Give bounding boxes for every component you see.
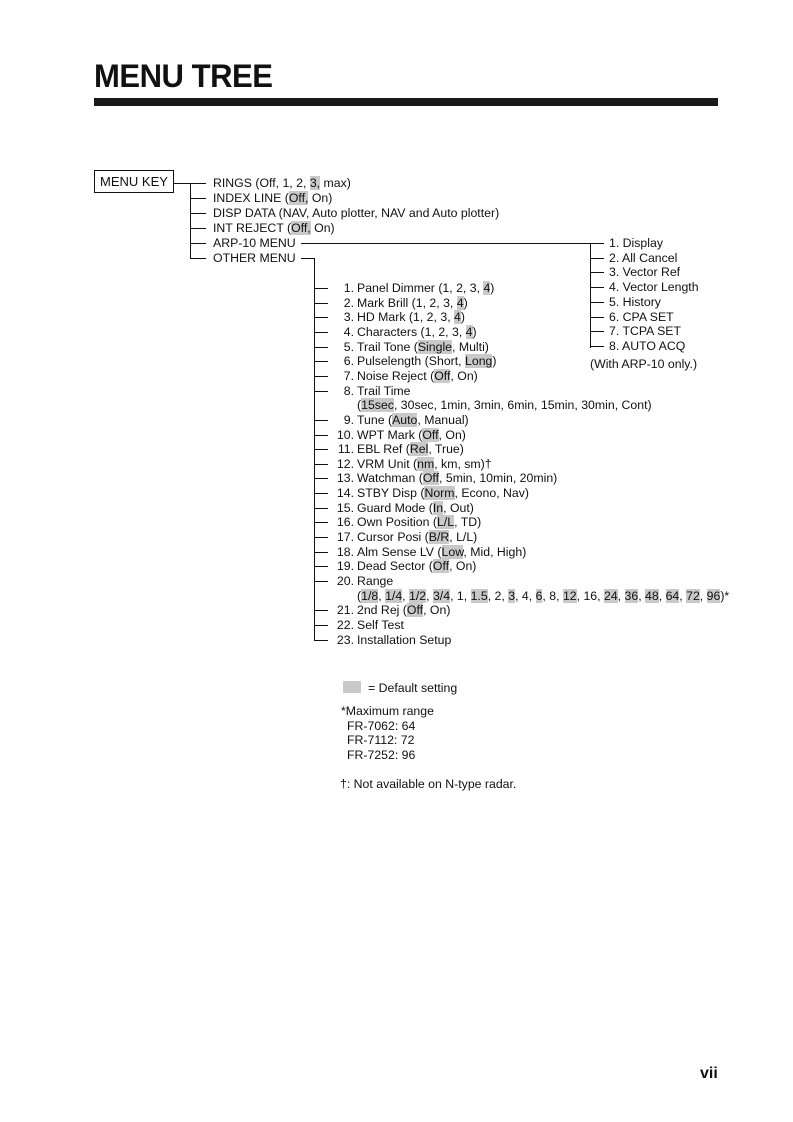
branch-tick <box>314 361 328 362</box>
default-value: Off <box>434 368 451 383</box>
other-connector <box>301 258 314 259</box>
option-text: ( <box>357 398 362 413</box>
menu-key-connector <box>174 183 190 184</box>
default-value: Low <box>441 544 464 559</box>
default-value: Norm <box>424 486 455 501</box>
arp-connector <box>301 243 590 244</box>
other-menu-item <box>357 515 481 529</box>
default-value: Off <box>422 471 440 486</box>
option-text: ) <box>472 324 477 339</box>
branch-tick <box>590 331 604 332</box>
option-text: , Multi) <box>452 339 489 354</box>
option-text: On) <box>308 191 333 205</box>
default-value: B/R <box>428 530 450 545</box>
option-text: , On) <box>438 427 466 442</box>
option-text: WPT Mark ( <box>357 427 423 442</box>
default-value: 4 <box>454 310 461 325</box>
branch-tick <box>190 228 206 229</box>
top-menu-item <box>213 206 499 220</box>
arp-note: (With ARP-10 only.) <box>590 357 698 371</box>
branch-tick <box>190 198 206 199</box>
max-range-2: FR-7112: 72 <box>347 733 415 747</box>
option-text: Trail Time <box>357 383 411 398</box>
other-menu-item <box>357 384 411 398</box>
item-number: 2. <box>343 295 354 310</box>
option-text: , <box>426 588 433 603</box>
option-text: , <box>617 588 625 603</box>
other-menu-item-options <box>357 398 652 412</box>
option-text: HD Mark (1, 2, 3, <box>357 310 455 325</box>
option-text: INT REJECT ( <box>213 221 292 235</box>
default-value: 1/8 <box>361 588 379 603</box>
option-text: Mark Brill (1, 2, 3, <box>357 295 457 310</box>
option-text: ) <box>463 295 468 310</box>
branch-tick <box>190 243 206 244</box>
default-value: 1/2 <box>409 588 427 603</box>
option-text: ) <box>492 354 497 369</box>
default-value: 3 <box>508 588 516 603</box>
option-text: Tune ( <box>357 412 393 427</box>
default-value: 64 <box>665 588 680 603</box>
default-value: 1/4 <box>385 588 403 603</box>
branch-tick <box>314 522 328 523</box>
item-number: 19. <box>336 559 354 574</box>
option-text: , Out) <box>443 500 474 515</box>
option-text: , <box>699 588 707 603</box>
branch-tick <box>314 581 328 582</box>
option-text: Dead Sector ( <box>357 559 433 574</box>
other-menu-item <box>357 603 450 617</box>
option-text: , <box>658 588 666 603</box>
default-value: Long <box>465 354 493 369</box>
default-value: 96 <box>706 588 721 603</box>
branch-tick <box>314 303 328 304</box>
option-text: , 8, <box>542 588 563 603</box>
arp-menu-item: 6. CPA SET <box>609 309 674 324</box>
option-text: , On) <box>449 559 477 574</box>
branch-tick <box>590 258 604 259</box>
option-text: Characters (1, 2, 3, <box>357 324 466 339</box>
branch-tick <box>590 272 604 273</box>
branch-tick <box>314 347 328 348</box>
option-text: Noise Reject ( <box>357 368 435 383</box>
other-menu-item <box>357 471 557 485</box>
item-number: 12. <box>336 456 354 471</box>
default-value: Off <box>406 603 424 618</box>
branch-tick <box>314 391 328 392</box>
option-text: EBL Ref ( <box>357 442 410 457</box>
other-menu-item <box>357 369 478 383</box>
branch-tick <box>314 625 328 626</box>
item-number: 4. <box>343 324 354 339</box>
item-number: 7. <box>343 368 354 383</box>
option-text: Installation Setup <box>357 632 452 647</box>
item-number: 15. <box>336 500 354 515</box>
other-menu-item <box>357 545 526 559</box>
option-text: ( <box>357 588 362 603</box>
option-text: , True) <box>428 442 464 457</box>
item-number: 23. <box>336 632 354 647</box>
default-value: 1.5 <box>470 588 488 603</box>
branch-tick <box>590 346 604 347</box>
option-text: Pulselength (Short, <box>357 354 466 369</box>
other-menu-item <box>357 354 496 368</box>
default-value: nm <box>417 456 435 471</box>
default-value: 4 <box>456 295 464 310</box>
item-number: 3. <box>343 310 354 325</box>
default-value: 72 <box>686 588 700 603</box>
option-text: Self Test <box>357 617 404 632</box>
option-text: VRM Unit ( <box>357 456 418 471</box>
item-number: 17. <box>336 530 354 545</box>
arp-menu-item: 4. Vector Length <box>609 280 699 295</box>
item-number: 20. <box>336 574 354 588</box>
other-menu-item <box>357 618 404 632</box>
item-number: 1. <box>343 281 354 295</box>
default-value: 3/4 <box>432 588 451 603</box>
item-number: 9. <box>343 412 354 427</box>
top-menu-item <box>213 191 332 205</box>
option-text: , Mid, High) <box>463 544 527 559</box>
default-value: Off <box>422 427 439 442</box>
other-menu-item <box>357 413 469 427</box>
other-menu-item <box>357 530 477 544</box>
page-title: MENU TREE <box>94 58 273 94</box>
default-value: 6 <box>535 588 543 603</box>
branch-tick <box>590 243 604 244</box>
default-setting-label: = Default setting <box>368 681 458 695</box>
default-value: Rel <box>409 442 429 457</box>
option-text: max) <box>320 176 351 190</box>
item-number: 6. <box>343 354 354 369</box>
option-text: OTHER MENU <box>213 251 296 265</box>
option-text: , Manual) <box>417 412 469 427</box>
option-text: , On) <box>450 368 478 383</box>
arp-menu-item: 1. Display <box>609 236 663 250</box>
option-text: RINGS (Off, 1, 2, <box>213 176 310 190</box>
option-text: DISP DATA (NAV, Auto plotter, NAV and Auto plotter) <box>213 206 500 220</box>
branch-tick <box>314 640 328 641</box>
branch-tick <box>314 566 328 567</box>
other-menu-item <box>357 559 476 573</box>
default-setting-swatch <box>343 681 361 693</box>
item-number: 10. <box>336 427 354 442</box>
option-text: , <box>638 588 646 603</box>
option-text: Panel Dimmer (1, 2, 3, <box>357 281 484 295</box>
option-text: , On) <box>423 603 451 618</box>
option-text: ) <box>490 281 495 295</box>
arp-menu-item: 3. Vector Ref <box>609 265 681 280</box>
branch-tick <box>590 302 604 303</box>
other-menu-item <box>357 574 393 588</box>
item-number: 18. <box>336 544 354 559</box>
arp-menu-item: 8. AUTO ACQ <box>609 338 686 353</box>
top-menu-item <box>213 176 351 190</box>
default-value: In <box>432 500 444 515</box>
option-text: , <box>378 588 386 603</box>
option-text: , <box>402 588 410 603</box>
option-text: Watchman ( <box>357 471 423 486</box>
title-rule <box>94 98 718 106</box>
item-number: 22. <box>336 617 354 632</box>
default-value: Off, <box>291 221 311 235</box>
branch-tick <box>190 213 206 214</box>
top-branch-trunk <box>190 183 191 259</box>
branch-tick <box>314 317 328 318</box>
other-menu-item-options <box>357 589 729 603</box>
default-value: Off <box>432 559 450 574</box>
arp-menu-item: 7. TCPA SET <box>609 324 681 339</box>
option-text: , 4, <box>515 588 536 603</box>
option-text: Trail Tone ( <box>357 339 418 354</box>
item-number: 13. <box>336 471 354 486</box>
option-text: ARP-10 MENU <box>213 236 296 250</box>
item-number: 14. <box>336 486 354 501</box>
other-menu-item <box>357 633 451 647</box>
default-value: Single <box>417 339 453 354</box>
default-value: 12 <box>562 588 577 603</box>
menu-key-box: MENU KEY <box>94 170 174 193</box>
max-range-title: *Maximum range <box>341 704 434 718</box>
max-range-1: FR-7062: 64 <box>347 719 416 733</box>
option-text: ) <box>460 310 465 325</box>
item-number: 21. <box>336 603 354 618</box>
item-number: 11. <box>337 442 354 457</box>
footnote: †: Not available on N-type radar. <box>340 777 517 791</box>
option-text: Cursor Posi ( <box>357 530 429 545</box>
branch-tick <box>314 478 328 479</box>
option-text: Alm Sense LV ( <box>357 544 442 559</box>
branch-tick <box>314 288 328 289</box>
top-menu-item <box>213 251 296 265</box>
top-menu-item <box>213 221 335 235</box>
default-value: 4 <box>483 281 491 295</box>
branch-tick <box>314 464 328 465</box>
option-text: , 30sec, 1min, 3min, 6min, 15min, 30min, Cont) <box>393 398 652 413</box>
other-menu-item <box>357 281 494 295</box>
branch-tick <box>314 552 328 553</box>
option-text: Own Position ( <box>357 515 437 530</box>
branch-tick <box>314 610 328 611</box>
branch-tick <box>314 508 328 509</box>
option-text: , km, sm)† <box>434 456 492 471</box>
branch-tick <box>190 258 206 259</box>
max-range-3: FR-7252: 96 <box>347 748 416 762</box>
branch-tick <box>314 435 328 436</box>
option-text: Range <box>357 574 394 588</box>
option-text: INDEX LINE ( <box>213 191 289 205</box>
option-text: , <box>679 588 687 603</box>
option-text: , 16, <box>576 588 604 603</box>
default-value: 3, <box>309 176 321 190</box>
other-menu-item <box>357 340 489 354</box>
default-value: 48 <box>645 588 659 603</box>
branch-tick <box>590 287 604 288</box>
arp-menu-item: 5. History <box>609 294 661 309</box>
option-text: , Econo, Nav) <box>454 486 529 501</box>
other-menu-item <box>357 442 464 456</box>
default-value: 4 <box>465 324 473 339</box>
other-menu-item <box>357 296 468 310</box>
option-text: , 1, <box>450 588 471 603</box>
default-value: 24 <box>603 588 618 603</box>
item-number: 5. <box>343 339 354 354</box>
arp-branch-trunk <box>590 243 591 348</box>
item-number: 8. <box>343 383 354 398</box>
branch-tick <box>314 420 328 421</box>
option-text: STBY Disp ( <box>357 486 425 501</box>
default-value: L/L <box>436 515 455 530</box>
item-number: 16. <box>336 515 354 530</box>
option-text: 2nd Rej ( <box>357 603 407 618</box>
branch-tick <box>314 449 328 450</box>
other-menu-item <box>357 486 529 500</box>
default-value: 15sec <box>361 398 394 413</box>
arp-menu-item: 2. All Cancel <box>609 250 678 265</box>
option-text: )* <box>720 588 730 603</box>
option-text: Guard Mode ( <box>357 500 433 515</box>
option-text: , L/L) <box>449 530 478 545</box>
option-text: , 2, <box>487 588 509 603</box>
option-text: , TD) <box>454 515 482 530</box>
other-menu-item <box>357 310 465 324</box>
other-menu-item <box>357 428 466 442</box>
top-menu-item <box>213 236 296 250</box>
default-value: 36 <box>624 588 639 603</box>
branch-tick <box>190 183 206 184</box>
branch-tick <box>314 537 328 538</box>
branch-tick <box>590 317 604 318</box>
default-value: Off, <box>288 191 309 205</box>
other-menu-item <box>357 501 474 515</box>
branch-tick <box>314 376 328 377</box>
other-menu-item <box>357 457 492 471</box>
option-text: , 5min, 10min, 20min) <box>439 471 558 486</box>
branch-tick <box>314 493 328 494</box>
option-text: On) <box>310 221 335 235</box>
branch-tick <box>314 332 328 333</box>
other-menu-item <box>357 325 477 339</box>
page-number: vii <box>700 1065 718 1082</box>
default-value: Auto <box>392 412 418 427</box>
